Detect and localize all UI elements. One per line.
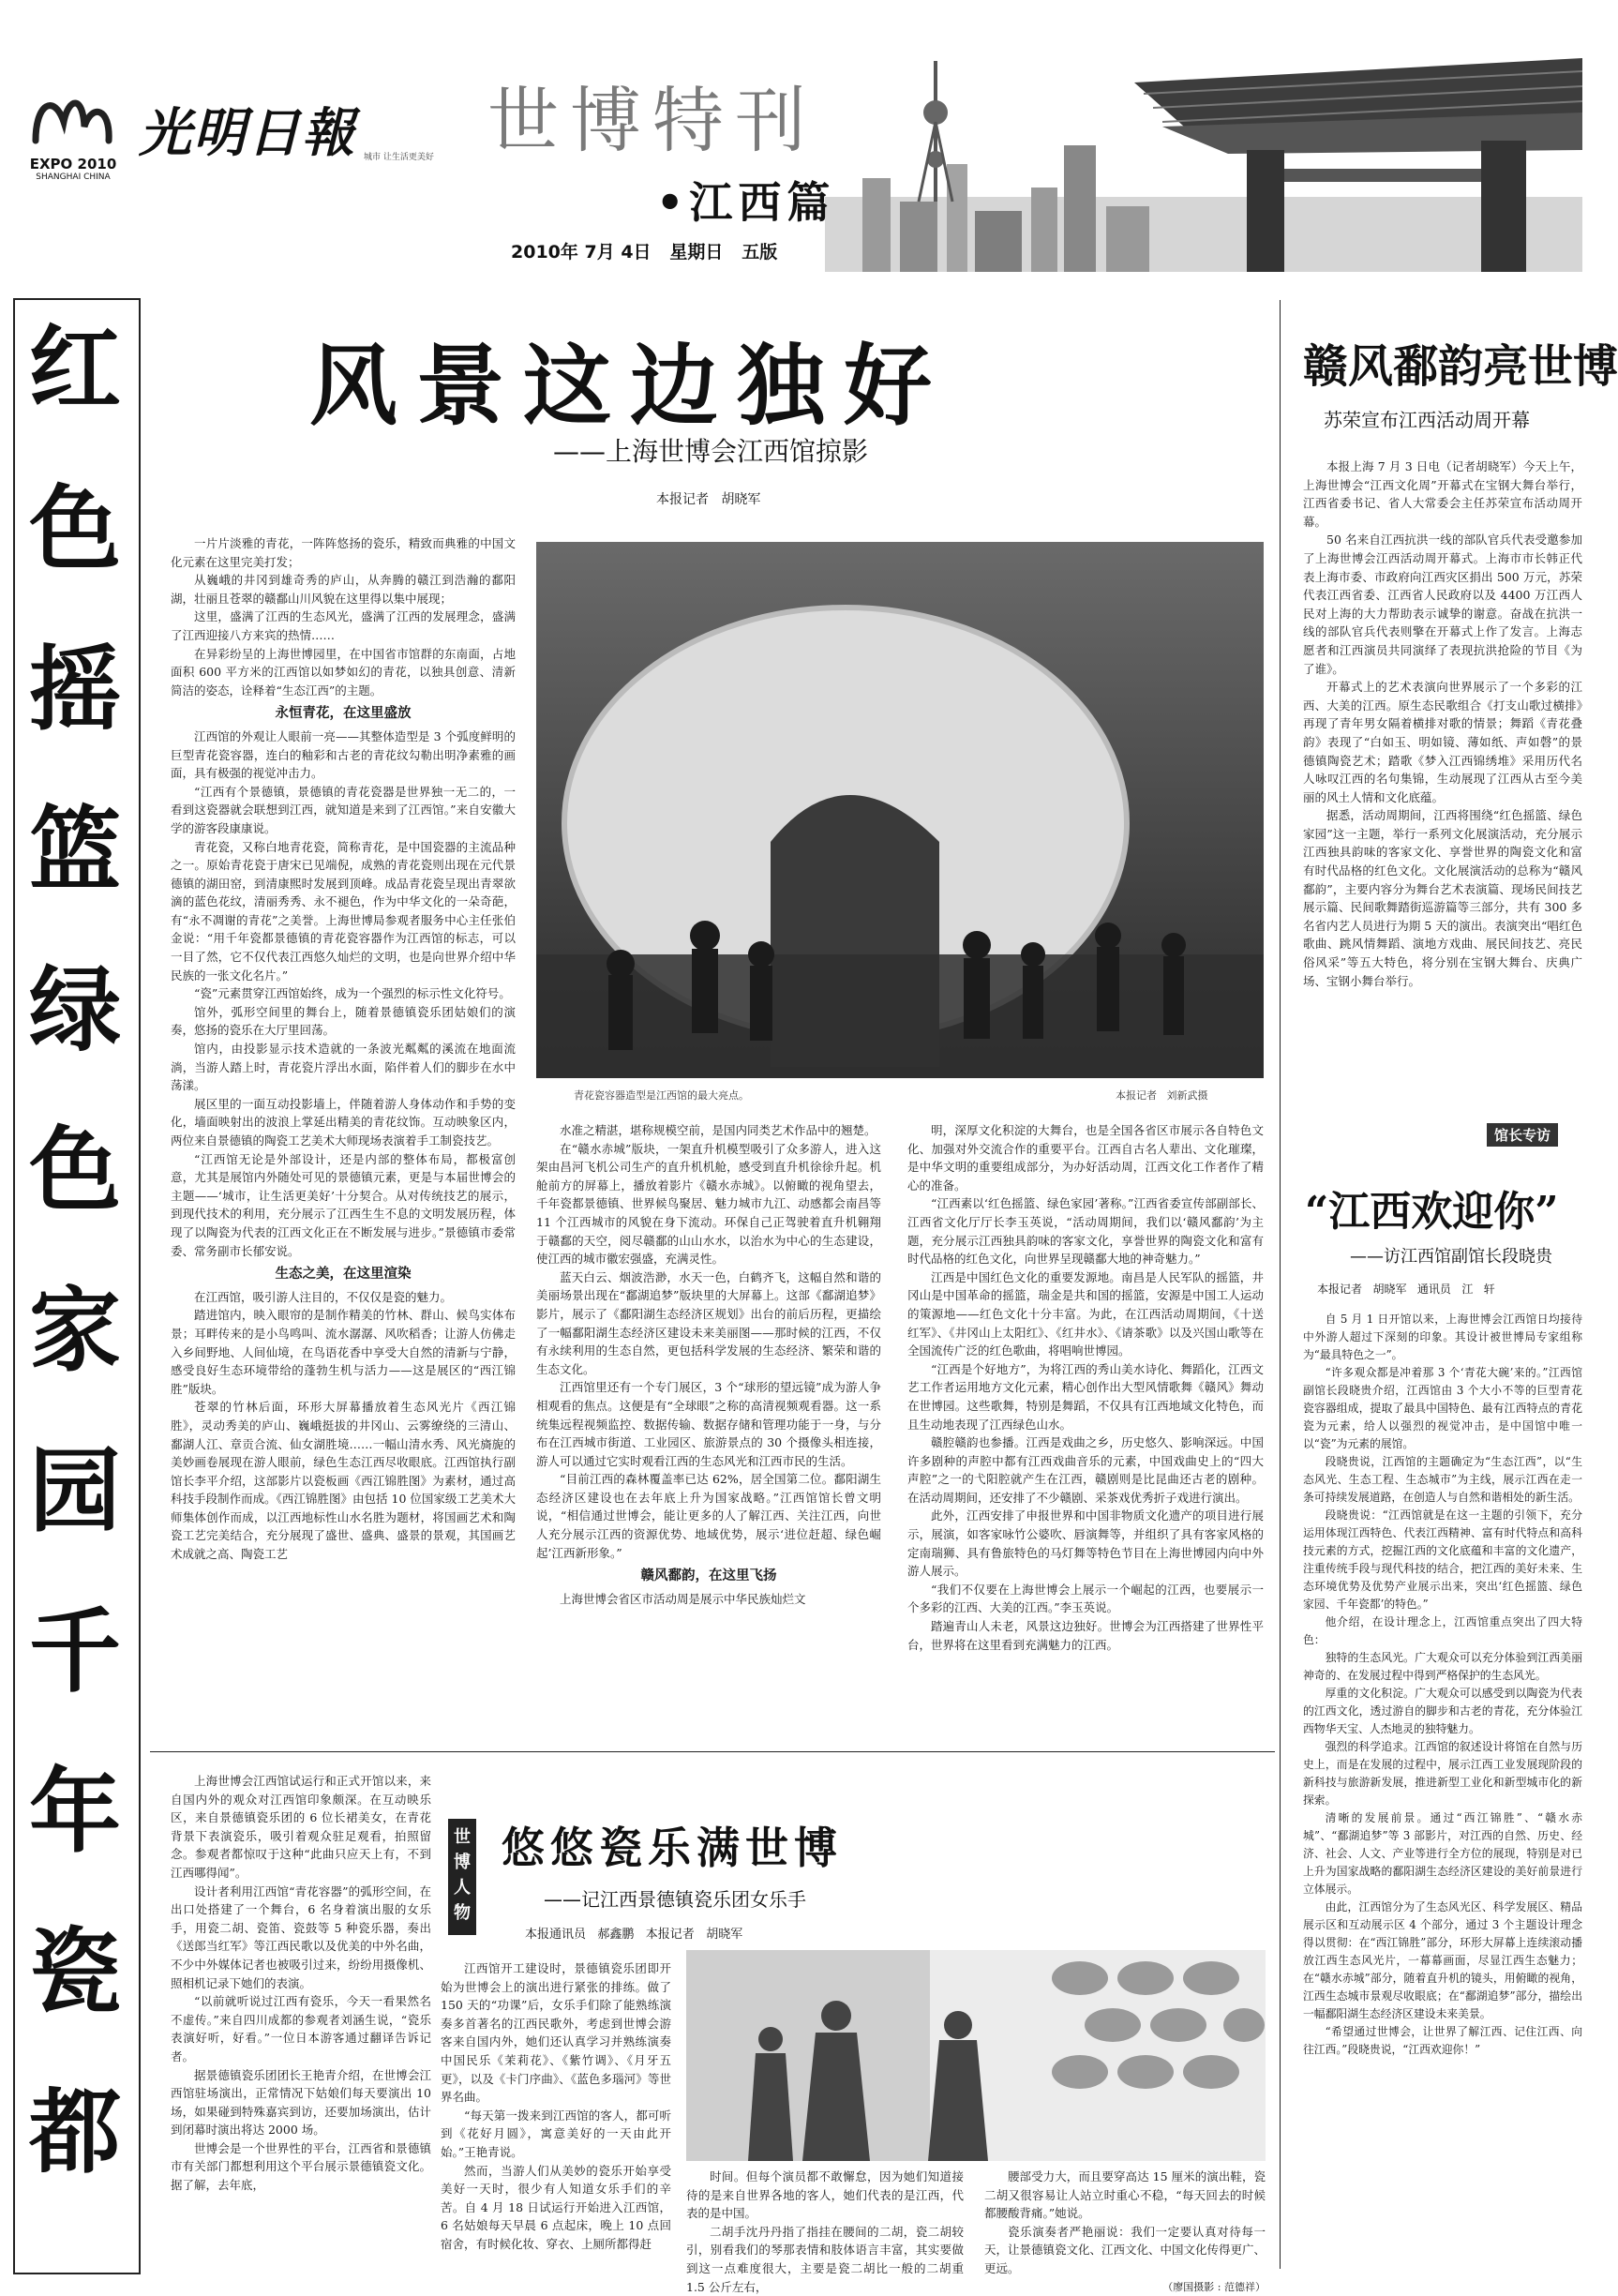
interview-paragraph: “希望通过世博会，让世界了解江西、记住江西、向往江西。”段晓贵说，“江西欢迎你！”	[1303, 2025, 1582, 2056]
bottom-tag	[448, 1819, 476, 1935]
slogan-char: 色	[28, 1118, 121, 1224]
bottom-tag-text: 世博人物	[454, 1827, 471, 1923]
bottom-left-col	[171, 1772, 431, 2273]
main-body-paragraph: 在江西馆，吸引游人注目的，不仅仅是瓷的魅力。	[194, 1289, 453, 1304]
main-body-paragraph: 上海世博会省区市活动周是展示中华民族灿烂文	[560, 1591, 806, 1606]
bottom-paragraph: 设计者利用江西馆“青花容器”的弧形空间，在出口处搭建了一个舞台，6 名身着演出服的女乐手，用瓷二胡、瓷笛、瓷鼓等 5 种瓷乐器，奏出《送郎当红军》等江西民歌以及优美的中外名曲，不少中外媒体记者也被吸引过来，纷纷用摄像机、照相机记录下她们的表演。	[171, 1883, 431, 1990]
bottom-paragraph: 然而，当游人们从美妙的瓷乐开始享受美好一天时，很少有人知道女乐手们的辛苦。自 4 月 18 日试运行开始进入江西馆，6 名姑娘每天早晨 6 点起床，晚上 10 点回宿舍，有时候化妆、穿衣、上厕所都得赶	[441, 2163, 671, 2251]
pavilion-photo-graphic	[536, 542, 1264, 1078]
main-byline: 本报记者 胡晓军	[656, 492, 761, 507]
interview-paragraph: 他介绍，在设计理念上，江西馆重点突出了四大特色：	[1303, 1615, 1582, 1646]
main-intro-paragraph: 一片片淡雅的青花，一阵阵悠扬的瓷乐，精致而典雅的中国文化元素在这里完美打发；	[171, 536, 516, 569]
divider-bottom	[150, 1751, 1275, 1752]
slogan-char: 摇	[28, 637, 121, 743]
bottom-paragraph: 腰部受力大，而且要穿高达 15 厘米的演出鞋，瓷二胡又很容易让人站立时重心不稳，“每天回去的时候都腰酸背痛。”她说。	[984, 2169, 1266, 2221]
city-tag: 城市 让生活更美好	[364, 153, 434, 162]
main-body-paragraph: 此外，江西安排了申报世界和中国非物质文化遗产的项目进行展示，展演，如客家咏竹公婆吹、唇演舞等，并组织了具有客家风格的定南瑞狮、具有鲁旅特色的马灯舞等特色节目在上海世博园内向中外游人展示。	[907, 1508, 1264, 1579]
main-body-paragraph: 水准之精湛，堪称规模空前，是国内同类艺术作品中的翘楚。	[560, 1123, 876, 1137]
expo-logo-text: EXPO 2010	[29, 156, 117, 173]
interview-tag: 馆长专访	[1487, 1123, 1558, 1147]
interview-paragraph: 段晓贵说，江西馆的主题确定为“生态江西”，以“生态风光、生态工程、生态城市”为主线，展示江西在走一条可持续发展道路，在创造人与自然和谐相处的新生活。	[1303, 1455, 1582, 1504]
main-body-paragraph: 明，深厚文化积淀的大舞台，也是全国各省区市展示各自特色文化、加强对外交流合作的重要平台。江西自古名人辈出、文化璀璨，是中华文明的重要组成部分，为办好活动周，江西文化工作者作了精心的准备。	[907, 1123, 1264, 1193]
section-title: •江西篇	[656, 177, 836, 228]
slogan-char: 瓷	[28, 1919, 121, 2026]
bottom-strip-col1	[686, 2168, 964, 2294]
right-top-paragraph: 本报上海 7 月 3 日电（记者胡晓军）今天上午，上海世博会“江西文化周”开幕式在宝钢大舞台举行，江西省委书记、省人大常委会主任苏荣宣布活动周开幕。	[1303, 459, 1582, 529]
bottom-paragraph: 时间。但每个演员都不敢懈怠，因为她们知道接待的是来自世界各地的客人，她们代表的是江西，代表的是中国。	[686, 2169, 964, 2221]
main-subhead: ——上海世博会江西馆掠影	[553, 436, 869, 467]
right-headline: 赣风鄱韵亮世博	[1303, 340, 1618, 393]
right-top-body	[1303, 458, 1582, 1104]
main-intro-paragraph: 这里，盛满了江西的生态风光，盛满了江西的发展理念，盛满了江西迎接八方来宾的热情……	[171, 609, 516, 642]
main-body-paragraph: 江西是中国红色文化的重要发源地。南昌是人民军队的摇篮，井冈山是中国革命的摇篮，瑞金是共和国的摇篮，安源是中国工人运动的策源地——红色文化十分丰富。为此，在江西活动周期间，《十送红军》、《井冈山上太阳红》、《红井水》、《请茶歌》以及兴国山歌等在全国流传广泛的红色歌曲，将唱响世博园。	[907, 1269, 1264, 1358]
slogan-char: 篮	[28, 797, 121, 904]
main-photo	[536, 542, 1264, 1078]
main-body-paragraph: 踏进馆内，映入眼帘的是制作精美的竹林、群山、候鸟实体布景；耳畔传来的是小鸟鸣叫、流水潺潺、风吹稻香；让游人仿佛走入乡间野地、人间仙境，在鸟语花香中享受大自然的清新与宁静，感受良好生态环境带给的蓬勃生机与活力——这是展区的“西江锦胜”版块。	[171, 1308, 516, 1396]
main-headline: 风景这边独好	[309, 336, 951, 438]
main-article-col1	[171, 534, 516, 1753]
divider-right	[1280, 300, 1281, 2269]
main-sub2: 生态之美，在这里渲染	[275, 1266, 412, 1283]
expo-logo-sub: SHANGHAI CHINA	[36, 173, 111, 182]
expo-logo	[26, 84, 120, 188]
main-body-paragraph: 江西馆里还有一个专门展区，3 个“球形的望远镜”成为游人争相观看的焦点。这便是有“全球眼”之称的高清视频观看器。这一系统集远程视频监控、数据传输、数据存储和管理功能于一身，与分布在江西城市街道、工业园区、旅游景点的 30 个摄像头相连接，游人可以通过它实时观看江西的生态风光和江西市民的生活。	[536, 1380, 881, 1468]
bottom-paragraph: 江西馆开工建设时，景德镇瓷乐团即开始为世博会上的演出进行紧张的排练。做了 150 天的“功课”后，女乐手们除了能熟练演奏多首著名的江西民歌外，考虑到世博会游客来自国内外，她们还认真学习并熟练演奏中国民乐《茉莉花》、《紫竹调》、《月牙五更》，以及《卡门序曲》、《蓝色多瑙河》等世界名曲。	[441, 1961, 671, 2105]
main-body-paragraph: “我们不仅要在上海世博会上展示一个崛起的江西，也要展示一个多彩的江西、大美的江西。”李玉英说。	[907, 1582, 1264, 1615]
main-body-paragraph: “目前江西的森林覆盖率已达 62%，居全国第二位。鄱阳湖生态经济区建设也在去年底上升为国家战略。”江西馆馆长曾文明说，“相信通过世博会，能让更多的人了解江西、关注江西，向世人充分展示江西的资源优势、地域优势，展示‘进位赶超、绿色崛起’江西新形象。”	[536, 1472, 881, 1560]
main-body-paragraph: 馆外，弧形空间里的舞台上，随着景德镇瓷乐团姑娘们的演奏，悠扬的瓷乐在大厅里回荡。	[171, 1004, 516, 1038]
bottom-paragraph: “每天第一拨来到江西馆的客人，都可听到《花好月圆》，寓意美好的一天由此开始。”王艳青说。	[441, 2108, 671, 2159]
interview-paragraph: 段晓贵说：“江西馆就是在这一主题的引领下，充分运用体现江西特色、代表江西精神、富有时代特点和高科技元素的方式，挖掘江西的文化底蕴和丰富的文化遗产，注重传统手段与现代科技的结合，把江西的美好未来、生态环境优势及优势产业展示出来，突出‘红色摇篮、绿色家园、千年瓷都’的特色。”	[1303, 1508, 1582, 1611]
special-title: 世博特刊	[487, 79, 817, 162]
right-top-paragraph: 开幕式上的艺术表演向世界展示了一个多彩的江西、大美的江西。原生态民歌组合《打支山歌过横排》再现了青年男女隔着横排对歌的情景；舞蹈《青花叠韵》表现了“白如玉、明如镜、薄如纸、声如磬”的景德镇陶瓷艺术；踏歌《梦入江西锦绣堆》采用历代名人咏叹江西的名句集锦，生动展现了江西从古至今美丽的风土人情和文化底蕴。	[1303, 680, 1582, 804]
skyline-graphic	[825, 38, 1582, 272]
bottom-mid-col	[441, 1959, 671, 2273]
main-body-paragraph: “江西是个好地方”，为将江西的秀山美水诗化、舞蹈化，江西文艺工作者运用地方文化元素，精心创作出大型风情歌舞《赣风》舞动在世博园。这些歌舞，特别是舞蹈，不仅具有江西地域文化特色，而且生动地表现了江西绿色山水。	[907, 1361, 1264, 1432]
interview-subhead: ——访江西馆副馆长段晓贵	[1350, 1247, 1552, 1267]
main-body-paragraph: 苍翠的竹林后面，环形大屏幕播放着生态风光片《西江锦胜》，灵动秀美的庐山、巍峨挺拔的井冈山、云雾缭绕的三清山、鄱湖人江、章贡合流、仙女湖胜境……一幅山清水秀、风光旖旎的美妙画卷展现在游人眼前，绿色生态江西尽收眼底。江西馆执行副馆长李平介绍，这部影片以瓷板画《西江锦胜图》为素材，通过高科技手段制作而成。《西江锦胜图》由包括 10 位国家级工艺美术大师集体创作而成，以江西地标性山水名胜为题材，将国画艺术和陶瓷工艺完美结合，充分展现了盛世、盛典、盛景的景观，其国画艺术成就之高、陶瓷工艺	[171, 1400, 516, 1562]
bottom-photo	[686, 1950, 1266, 2161]
slogan-char: 家	[28, 1278, 121, 1385]
slogan-char: 千	[28, 1598, 121, 1705]
main-body-paragraph: 在“赣水赤城”版块，一架直升机模型吸引了众多游人，进入这架由昌河飞机公司生产的直升机机舱，感受到直升机徐徐升起。机舱前方的屏幕上，播放着影片《赣水赤城》。以俯瞰的视角望去，千年瓷都景德镇、世界候鸟聚居、魅力城市九江、动感都会南昌等 11 个江西城市的风貌在身下流动。环保自己正驾驶着直升机翱翔于赣鄱的天空，阅尽赣鄱的山山水水，以治水为中心的生态建设，使江西的城市徽宏强盛，充满灵性。	[536, 1141, 881, 1267]
interview-byline: 本报记者 胡晓军 通讯员 江 轩	[1317, 1283, 1495, 1296]
bottom-byline: 本报通讯员 郝鑫鹏 本报记者 胡晓军	[525, 1928, 743, 1942]
main-body-paragraph: “江西素以‘红色摇篮、绿色家园’著称。”江西省委宣传部副部长、江西省文化厅厅长李玉英说，“活动周期间，我们以‘赣风鄱韵’为主题，充分展示江西独具韵味的客家文化，享誉世界的陶瓷文化和富有时代品格的红色文化，向世界呈现赣鄱大地的神奇魅力。”	[907, 1196, 1264, 1267]
bottom-headline: 悠悠瓷乐满世博	[502, 1823, 843, 1873]
main-sub3: 赣风鄱韵，在这里飞扬	[640, 1568, 777, 1584]
main-body1	[171, 728, 516, 1260]
ceramic-orchestra-photo-graphic	[686, 1950, 1266, 2161]
interview-paragraph: 强烈的科学追求。江西馆的叙述设计将馆在自然与历史上，而是在发展的过程中，展示江西工业发展现阶段的新科技与旅游新发展，推进新型工业化和新型城市化的新探索。	[1303, 1740, 1582, 1807]
interview-paragraph: “许多观众都是冲着那 3 个‘青花大碗’来的。”江西馆副馆长段晓贵介绍，江西馆由 3 个大小不等的巨型青花瓷容器组成，提取了最具中国特色、最有江西特点的青花瓷为元素，给人以强烈的视觉冲击，是中国馆中唯一以“瓷”为元素的展馆。	[1303, 1366, 1582, 1450]
bottom-subhead: ——记江西景德镇瓷乐团女乐手	[544, 1888, 806, 1911]
right-subhead: 苏荣宣布江西活动周开幕	[1324, 409, 1530, 431]
interview-headline: “江西欢迎你”	[1305, 1188, 1559, 1236]
main-body-paragraph: 青花瓷，又称白地青花瓷，简称青花，是中国瓷器的主流品种之一。原始青花瓷于唐宋已见端倪，成熟的青花瓷则出现在元代景德镇的湖田窑，到清康熙时发展到顶峰。成品青花瓷呈现出青翠欲滴的蓝色花纹，清丽秀秀、永不褪色，作为中华文化的一朵奇葩，有“永不凋谢的青花”之美誉。上海世博局参观者服务中心主任张伯金说：“用千年瓷都景德镇的青花瓷容器作为江西馆的标志，可以一目了然，它不仅代表江西悠久灿烂的文明，也是向世界介绍中华民族的一张文化名片。”	[171, 839, 516, 983]
main-photo-caption: 青花瓷容器造型是江西馆的最大亮点。	[574, 1089, 749, 1102]
interview-paragraph: 厚重的文化积淀。广大观众可以感受到以陶瓷为代表的江西文化，透过游自的脚步和古老的青花，充分体验江西物华天宝、人杰地灵的独特魅力。	[1303, 1687, 1582, 1735]
slogan-char: 都	[28, 2079, 121, 2186]
main-body-paragraph: 踏遍青山人未老，风景这边独好。世博会为江西搭建了世界性平台，世界将在这里看到充满魅力的江西。	[907, 1619, 1264, 1652]
bottom-paragraph: 据景德镇瓷乐团团长王艳青介绍，在世博会江西馆驻场演出，正常情况下姑娘们每天要演出 10 场，如果碰到特殊嘉宾到访，还要加场演出，估计到闭幕时演出将达 2000 场。	[171, 2067, 431, 2138]
main-article-col2	[536, 1121, 881, 1726]
main-photo-credit: 本报记者 刘新武摄	[1116, 1089, 1208, 1102]
right-top-paragraph: 50 名来自江西抗洪一线的部队官兵代表受邀参加了上海世博会江西活动周开幕式。上海市市长韩正代表上海市委、市政府向江西灾区捐出 500 万元，苏荣代表江西省委、江西省人民政府以及 4400 万江西人民对上海的大力帮助表示诚挚的谢意。奋战在抗洪一线的部队官兵代表则擎在开幕式上作了发言。上海志愿者和江西演员共同演绎了表现抗洪抢险的节目《为了谁》。	[1303, 533, 1582, 676]
main-body-paragraph: 展区里的一面互动投影墙上，伴随着游人身体动作和手势的变化，墙面映射出的波浪上掌延出精美的青花纹饰。互动映象区内，两位来自景德镇的陶瓷工艺美术大师现场表演着手工制瓷技艺。	[171, 1096, 516, 1148]
paper-name: 光明日報	[139, 102, 356, 164]
expo-mascot-icon	[26, 84, 120, 152]
slogan-char: 园	[28, 1438, 121, 1545]
main-body-paragraph: 江西馆的外观让人眼前一亮——其整体造型是 3 个弧度鲜明的巨型青花瓷容器，连白的釉彩和古老的青花纹勾勒出明净素雅的画面，具有极强的视觉冲击力。	[171, 728, 516, 781]
slogan-char: 年	[28, 1759, 121, 1866]
main-intro	[171, 534, 516, 699]
main-body-paragraph: 蓝天白云、烟波浩渺，水天一色，白鹤齐飞，这幅自然和谐的美丽场景出现在“鄱湖追梦”版块里的大屏幕上。这部《鄱湖追梦》影片，展示了《鄱阳湖生态经济区规划》出台的前后历程，更描绘了一幅鄱阳湖生态经济区建设未来美丽图——那时候的江西，不仅有永续利用的生态自然，更包括科学发展的生态经济、繁荣和谐的生态文化。	[536, 1269, 881, 1376]
bottom-paragraph: 二胡手沈丹丹指了指挂在腰间的二胡，瓷二胡较引，别看我们的琴那表情和肢体语言丰富，其实要做到这一点难度很大，主要是瓷二胡比一般的二胡重 1.5 公斤左右，	[686, 2224, 964, 2294]
interview-body	[1303, 1311, 1582, 2276]
main-intro-paragraph: 从巍峨的井冈到雄奇秀的庐山，从奔腾的赣江到浩瀚的鄱阳湖，壮丽且苍翠的赣鄱山川风貌在这里得以集中展现；	[171, 573, 516, 606]
interview-paragraph: 自 5 月 1 日开馆以来，上海世博会江西馆日均接待中外游人超过下深刻的印象。其设计被世博局专家组称为“最具特色之一”。	[1303, 1313, 1582, 1361]
interview-paragraph: 由此，江西馆分为了生态风光区、科学发展区、精品展示区和互动展示区 4 个部分，通过 3 个主题设计理念得以贯彻：在“西江锦胜”部分，环形大屏幕上连续滚动播放江西生态风光片，一幕幕画面，尽显江西生态魅力；在“赣水赤城”部分，随着直升机的镜头，用俯瞰的视角，江西生态城市景观尽收眼底；在“鄱湖追梦”部分，描绘出一幅鄱阳湖生态经济区建设未来美景。	[1303, 1900, 1582, 2020]
interview-paragraph: 独特的生态风光。广大观众可以充分体验到江西美丽神奇的、在发展过程中得到严格保护的生态风光。	[1303, 1651, 1582, 1682]
right-top-paragraph: 据悉，活动周期间，江西将围绕“红色摇篮、绿色家园”这一主题，举行一系列文化展演活动，充分展示江西独具韵味的客家文化、享誉世界的陶瓷文化和富有时代品格的红色文化。文化展演活动的总称为“赣风鄱韵”，主要内容分为舞台艺术表演篇、现场民间技艺展示篇、民间歌舞踏街巡游篇等三部分，共有 300 多名省内艺人员进行为期 5 天的演出。表演突出“唱红色歌曲、跳风情舞蹈、演地方戏曲、展民间技艺、亮民俗风采”等五大特色，将分别在宝钢大舞台、庆典广场、宝钢小舞台举行。	[1303, 808, 1582, 988]
slogan-char: 色	[28, 476, 121, 583]
slogan-char: 红	[28, 316, 121, 423]
main-body-paragraph: 馆内，由投影显示技术造就的一条波光粼粼的溪流在地面流淌，当游人踏上时，青花瓷片浮出水面，陷伴着人们的脚步在水中荡漾。	[171, 1042, 516, 1093]
bottom-strip-col2	[984, 2168, 1266, 2293]
main-body2	[171, 1288, 516, 1564]
bottom-paragraph: “以前就听说过江西有瓷乐，今天一看果然名不虚传。”来自四川成都的参观者刘涵生说，“瓷乐表演好听，好看。”一位日本游客通过翻译告诉记者。	[171, 1994, 431, 2063]
slogan-char: 绿	[28, 957, 121, 1064]
bottom-paragraph: 瓷乐演奏者严艳丽说：我们一定要认真对待每一天，让景德镇瓷文化、江西文化、中国文化传得更广、更远。	[984, 2224, 1266, 2275]
main-body-paragraph: “江西有个景德镇，景德镇的青花瓷器是世界独一无二的，一看到这瓷器就会联想到江西，就知道是来到了江西馆。”来自安徽大学的游客段康康说。	[171, 784, 516, 835]
main-body-paragraph: 赣腔赣韵也参播。江西是戏曲之乡，历史悠久、影响深远。中国许多剧种的声腔中都有江西戏曲音乐的元素，中国戏曲史上的“四大声腔”之一的弋阳腔就产生在江西，赣剧则是比昆曲还古老的剧种。在活动周期间，还安排了不少赣剧、采茶戏优秀折子戏进行演出。	[907, 1435, 1264, 1505]
date-line: 2010年 7月 4日 星期日 五版	[511, 242, 778, 263]
masthead	[0, 0, 1601, 286]
bottom-paragraph: 上海世博会江西馆试运行和正式开馆以来，来自国内外的观众对江西馆印象颇深。在互动映乐区，来自景德镇瓷乐团的 6 位长裙美女，在青花背景下表演瓷乐，吸引着观众驻足观看，拍照留念。参观者都惊叹于这种“此曲只应天上有，不到江西哪得闻”。	[171, 1774, 431, 1880]
main-body-paragraph: “江西馆无论是外部设计，还是内部的整体布局，都极富创意，尤其是展馆内外随处可见的景德镇元素，更是与本届世博会的主题——‘城市，让生活更美好’十分契合。从对传统技艺的展示，到现代技术的利用，充分展示了江西生生不息的文明发展历程，体现了以陶瓷为代表的江西文化正在不断发展与进步。”景德镇市委常委、常务副市长郁安说。	[171, 1151, 516, 1258]
bottom-photo-credit: （廖国摄影 : 范德祥）	[1162, 2280, 1266, 2293]
main-intro-paragraph: 在异彩纷呈的上海世博园里，在中国省市馆群的东南面，占地面积 600 平方米的江西馆以如梦如幻的青花，以独具创意、清新简洁的姿态，诠释着“生态江西”的主题。	[171, 646, 516, 698]
main-article-col3	[907, 1121, 1264, 1726]
main-sub1: 永恒青花，在这里盛放	[275, 705, 412, 722]
bottom-paragraph: 世博会是一个世界性的平台，江西省和景德镇市有关部门都想利用这个平台展示景德镇瓷文化。据了解，去年底，	[171, 2140, 431, 2193]
interview-paragraph: 清晰的发展前景。通过“西江锦胜”、“赣水赤城”、“鄱湖追梦”等 3 部影片，对江西的自然、历史、经济、社会、人文、产业等进行全方位的展现，特别是对已上升为国家战略的鄱阳湖生态经济区建设的美好前景进行立体展示。	[1303, 1811, 1582, 1896]
main-body-paragraph: “瓷”元素贯穿江西馆始终，成为一个强烈的标示性文化符号。	[194, 986, 511, 1001]
